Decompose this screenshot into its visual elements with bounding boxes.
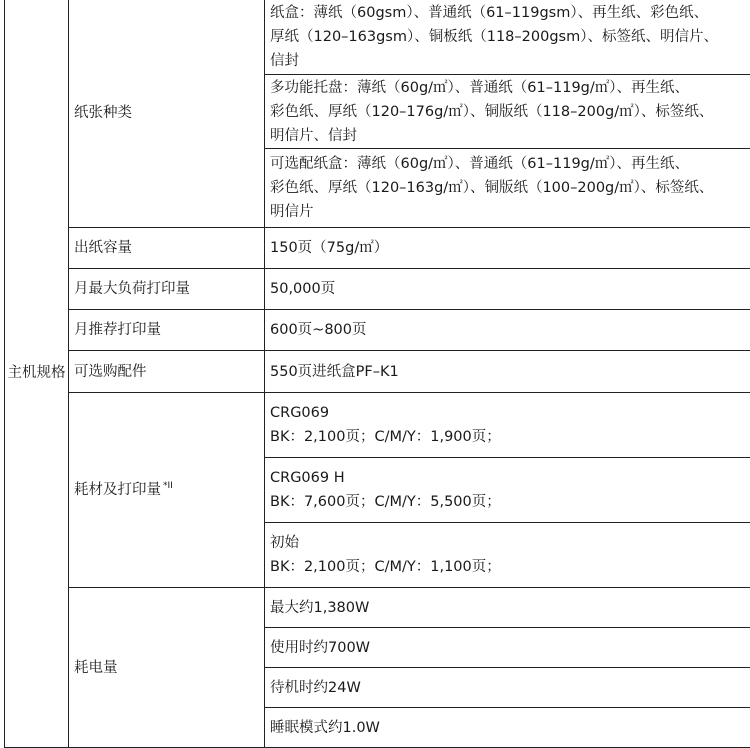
consumable-item: 初始 BK：2,100页；C/M/Y：1,100页； — [265, 523, 750, 588]
power-item: 待机时约24W — [265, 668, 750, 708]
power-item: 最大约1,380W — [265, 588, 750, 628]
optional-accessory-value: 550页进纸盒PF–K1 — [265, 351, 750, 393]
optional-accessory-label: 可选购配件 — [69, 351, 265, 393]
paper-source-optional-cassette: 可选配纸盒：薄纸（60g/㎡）、普通纸（61–119g/㎡）、再生纸、 彩色纸、厚纸（120–163g/㎡）、铜版纸（100–200g/㎡）、标签纸、 明信片 — [265, 149, 750, 228]
paper-source-cassette: 纸盒：薄纸（60gsm）、普通纸（61–119gsm）、再生纸、彩色纸、 厚纸（120–163gsm）、铜板纸（118–200gsm）、标签纸、明信片、 信封 — [265, 0, 750, 75]
max-duty-label: 月最大负荷打印量 — [69, 269, 265, 310]
paper-type-label: 纸张种类 — [69, 0, 265, 228]
paper-source-multipurpose-tray: 多功能托盘：薄纸（60g/㎡）、普通纸（61–119g/㎡）、再生纸、 彩色纸、厚纸（120–176g/㎡）、铜版纸（118–200g/㎡）、标签纸、 明信片、信封 — [265, 75, 750, 149]
consumable-item: CRG069 BK：2,100页；C/M/Y：1,900页； — [265, 393, 750, 458]
output-capacity-label: 出纸容量 — [69, 228, 265, 269]
consumables-label: 耗材及打印量 — [74, 482, 161, 498]
recommended-volume-value: 600页~800页 — [265, 310, 750, 351]
footnote-mark: *II — [163, 481, 173, 492]
power-item: 睡眠模式约1.0W — [265, 708, 750, 748]
power-label: 耗电量 — [69, 588, 265, 748]
output-capacity-value: 150页（75g/㎡） — [265, 228, 750, 269]
power-item: 使用时约700W — [265, 628, 750, 668]
consumables-label-cell — [69, 393, 265, 588]
max-duty-value: 50,000页 — [265, 269, 750, 310]
consumable-item: CRG069 H BK：7,600页；C/M/Y：5,500页； — [265, 458, 750, 523]
spec-table — [4, 0, 750, 748]
main-category-cell — [5, 0, 69, 748]
main-category-label: 主机规格 — [7, 365, 66, 381]
recommended-volume-label: 月推荐打印量 — [69, 310, 265, 351]
